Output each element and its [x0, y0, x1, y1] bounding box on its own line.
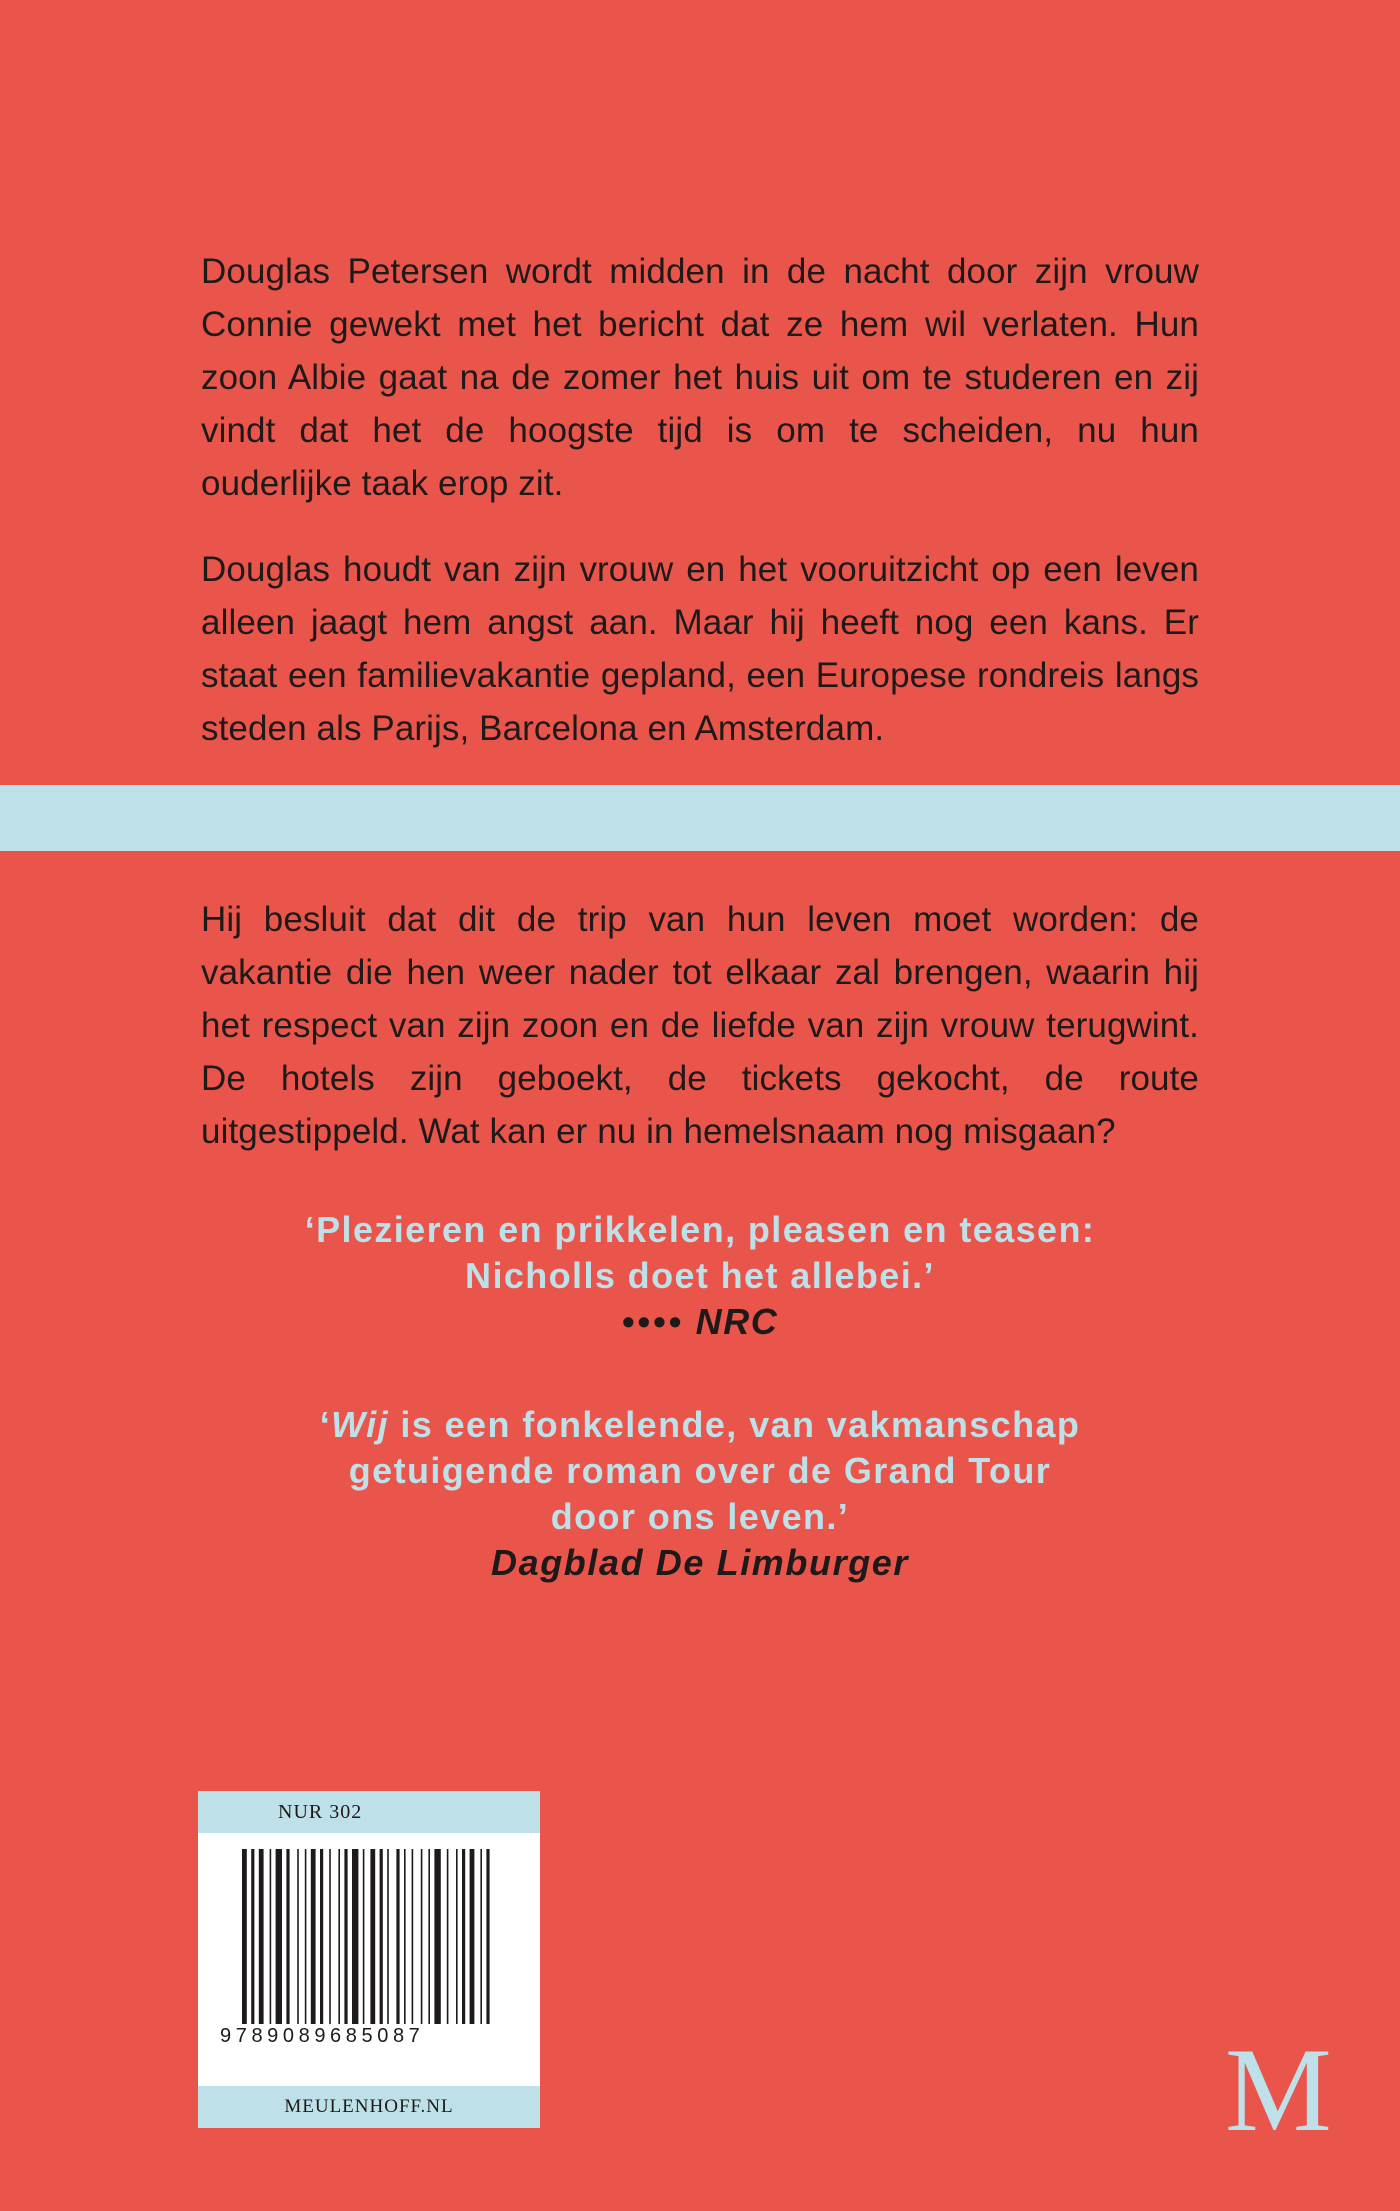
- quote-book-title: Wij: [331, 1404, 389, 1445]
- quote-line: is een fonkelende, van vakmanschap: [389, 1404, 1081, 1445]
- rating-dots: ••••: [621, 1301, 684, 1342]
- quote-line: Nicholls doet het allebei.’: [465, 1255, 935, 1296]
- barcode-block: [198, 1791, 540, 2128]
- quote-line: ‘Plezieren en prikkelen, pleasen en teasen:: [304, 1209, 1096, 1250]
- publisher-logo: M: [1225, 2023, 1332, 2156]
- accent-stripe: [0, 785, 1400, 851]
- isbn-digits: 9789089685087: [220, 2025, 425, 2047]
- blurb-paragraph-2: Douglas houdt van zijn vrouw en het vooruitzicht op een leven alleen jaagt hem angst aan. Maar hij heeft nog een kans. Er staat een familievakantie gepland, een Europese rondreis langs steden als Parijs, Barcelona en Amsterdam.: [201, 550, 1199, 748]
- quote-source: [150, 1299, 1250, 1345]
- blurb-paragraph-3: Hij besluit dat dit de trip van hun leven moet worden: de vakantie die hen weer nader tot elkaar zal brengen, waarin hij het respect van zijn zoon en de liefde van zijn vrouw terugwint. De hotels zijn geboekt, de tickets gekocht, de route uitgestippeld. Wat kan er nu in hemelsnaam nog misgaan?: [201, 900, 1199, 1151]
- publisher-url: MEULENHOFF.NL: [198, 2086, 540, 2128]
- quote-line: door ons leven.’: [550, 1496, 850, 1537]
- quote-source-name: NRC: [695, 1301, 779, 1342]
- barcode-icon: [242, 1849, 512, 2024]
- blurb-paragraph-1: Douglas Petersen wordt midden in de nacht door zijn vrouw Connie gewekt met het bericht dat ze hem wil verlaten. Hun zoon Albie gaat na de zomer het huis uit om te studeren en zij vindt dat het de hoogste tijd is om te scheiden, nu hun ouderlijke taak erop zit.: [201, 252, 1199, 503]
- review-quote-nrc: [150, 1207, 1250, 1345]
- nur-label: NUR 302: [198, 1791, 540, 1833]
- review-quote-limburger: [150, 1402, 1250, 1586]
- quote-line: getuigende roman over de Grand Tour: [348, 1450, 1052, 1491]
- quote-open-mark: ‘: [319, 1404, 332, 1445]
- quote-source-name: Dagblad De Limburger: [490, 1542, 910, 1583]
